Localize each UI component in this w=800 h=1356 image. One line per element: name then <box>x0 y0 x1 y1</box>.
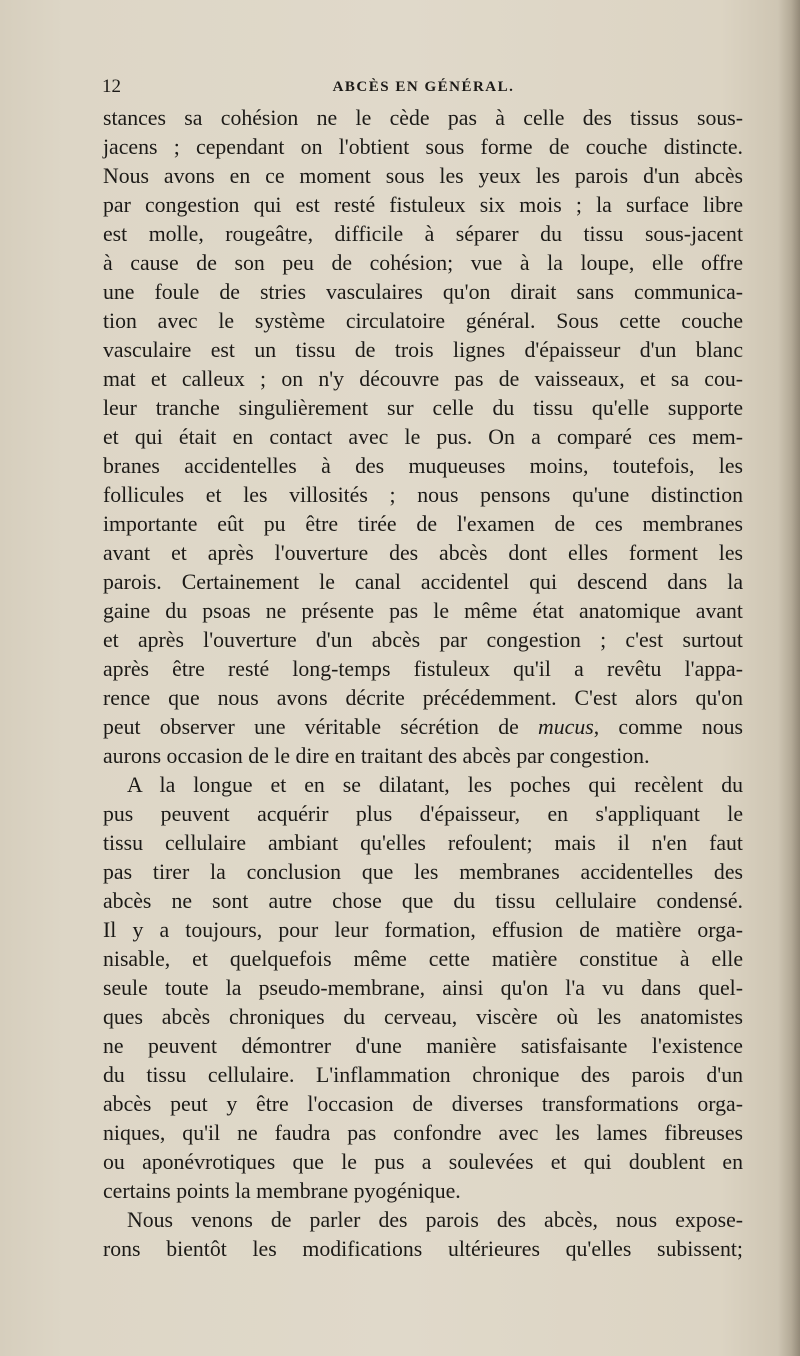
body-text <box>103 104 743 1264</box>
text-line: Nous venons de parler des parois des abcès, nous expose- <box>127 1208 743 1232</box>
text-line: aurons occasion de le dire en traitant des abcès par congestion. <box>103 744 650 768</box>
text-line: une foule de stries vasculaires qu'on dirait sans communica- <box>103 280 743 304</box>
text-line: ne peuvent démontrer d'une manière satisfaisante l'existence <box>103 1034 743 1058</box>
text-fragment: , comme nous <box>593 715 743 739</box>
text-line: nisable, et quelquefois même cette matière constitue à elle <box>103 947 743 971</box>
paragraph-3 <box>103 1206 743 1264</box>
text-line: Il y a toujours, pour leur formation, effusion de matière orga- <box>103 918 743 942</box>
text-line: pas tirer la conclusion que les membranes accidentelles des <box>103 860 743 884</box>
paragraph-2 <box>103 771 743 1206</box>
page-header <box>102 76 745 102</box>
text-line: avant et après l'ouverture des abcès dont elles forment les <box>103 541 743 565</box>
text-line: leur tranche singulièrement sur celle du tissu qu'elle supporte <box>103 396 743 420</box>
text-line: et après l'ouverture d'un abcès par congestion ; c'est surtout <box>103 628 743 652</box>
text-line: mat et calleux ; on n'y découvre pas de vaisseaux, et sa cou- <box>103 367 743 391</box>
text-line: niques, qu'il ne faudra pas confondre avec les lames fibreuses <box>103 1121 743 1145</box>
text-line: tissu cellulaire ambiant qu'elles refoulent; mais il n'en faut <box>103 831 743 855</box>
text-line: ques abcès chroniques du cerveau, viscère où les anatomistes <box>103 1005 743 1029</box>
text-line: rence que nous avons décrite précédemment. C'est alors qu'on <box>103 686 743 710</box>
paragraph-1 <box>103 104 743 771</box>
text-line: est molle, rougeâtre, difficile à séparer du tissu sous-jacent <box>103 222 743 246</box>
text-line: Nous avons en ce moment sous les yeux les parois d'un abcès <box>103 164 743 188</box>
italic-term: mucus <box>538 715 594 739</box>
text-line: importante eût pu être tirée de l'examen de ces membranes <box>103 512 743 536</box>
text-line: tion avec le système circulatoire général. Sous cette couche <box>103 309 743 333</box>
text-line: du tissu cellulaire. L'inflammation chronique des parois d'un <box>103 1063 743 1087</box>
text-line: par congestion qui est resté fistuleux six mois ; la surface libre <box>103 193 743 217</box>
text-line: stances sa cohésion ne le cède pas à celle des tissus sous- <box>103 106 743 130</box>
text-line: vasculaire est un tissu de trois lignes d'épaisseur d'un blanc <box>103 338 743 362</box>
running-title: ABCÈS EN GÉNÉRAL. <box>332 79 515 95</box>
text-line: jacens ; cependant on l'obtient sous forme de couche distincte. <box>103 135 743 159</box>
text-line: A la longue et en se dilatant, les poches qui recèlent du <box>127 773 743 797</box>
text-line-with-italic <box>103 713 743 742</box>
text-line: après être resté long-temps fistuleux qu'il a revêtu l'appa- <box>103 657 743 681</box>
text-line: gaine du psoas ne présente pas le même état anatomique avant <box>103 599 743 623</box>
page-number: 12 <box>102 76 121 97</box>
text-fragment: peut observer une véritable sécrétion de <box>103 715 539 739</box>
text-line: certains points la membrane pyogénique. <box>103 1179 461 1203</box>
text-line: follicules et les villosités ; nous pensons qu'une distinction <box>103 483 743 507</box>
text-line: et qui était en contact avec le pus. On a comparé ces mem- <box>103 425 743 449</box>
text-line: rons bientôt les modifications ultérieures qu'elles subissent; <box>103 1237 743 1261</box>
text-line: pus peuvent acquérir plus d'épaisseur, en s'appliquant le <box>103 802 743 826</box>
text-line: seule toute la pseudo-membrane, ainsi qu'on l'a vu dans quel- <box>103 976 743 1000</box>
text-line: à cause de son peu de cohésion; vue à la loupe, elle offre <box>103 251 743 275</box>
text-line: abcès peut y être l'occasion de diverses transformations orga- <box>103 1092 743 1116</box>
page-gutter-shadow <box>778 0 800 1356</box>
text-line: branes accidentelles à des muqueuses moins, toutefois, les <box>103 454 743 478</box>
text-line: parois. Certainement le canal accidentel qui descend dans la <box>103 570 743 594</box>
text-line: ou aponévrotiques que le pus a soulevées et qui doublent en <box>103 1150 743 1174</box>
text-line: abcès ne sont autre chose que du tissu cellulaire condensé. <box>103 889 743 913</box>
